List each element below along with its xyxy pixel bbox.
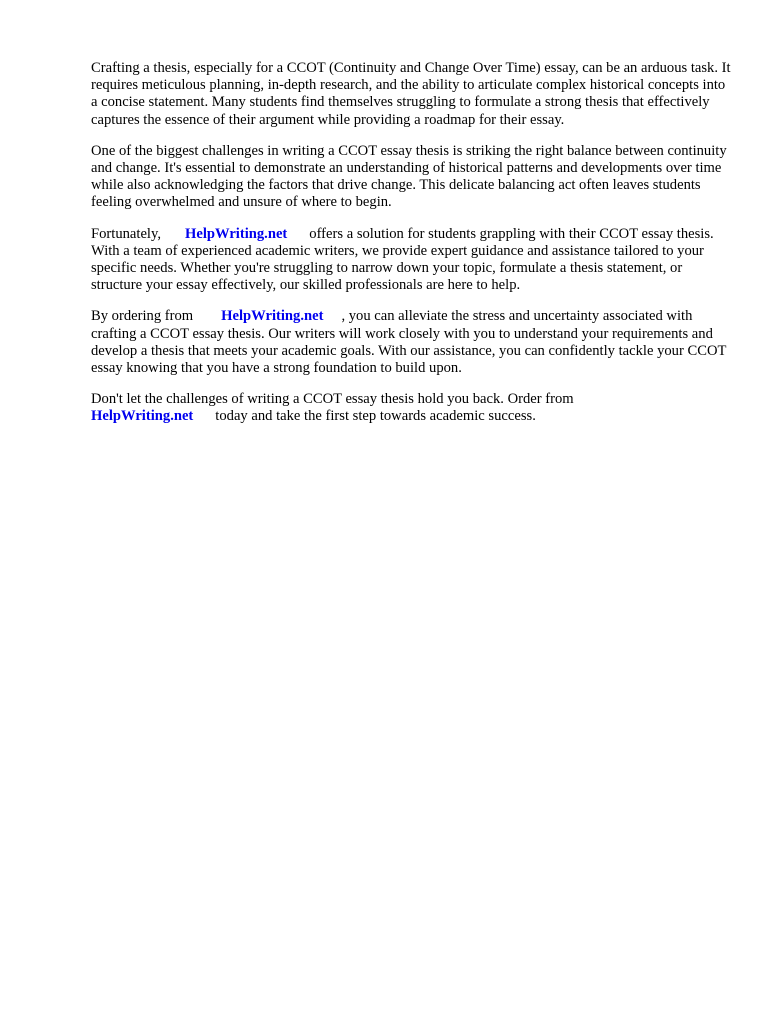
paragraph-ordering-before: By ordering from	[91, 308, 194, 325]
paragraph-intro: Crafting a thesis, especially for a CCOT (Continuity and Change Over Time) essay, can be an arduous task. It requires meticulous planning, in-depth research, and the ability to articulate complex historical concepts into a concise statement. Many students find themselves struggling to formulate a strong thesis that effectively captures the essence of their argument while providing a roadmap for their essay.	[91, 60, 731, 128]
paragraph-closing-before: Don't let the challenges of writing a CCOT essay thesis hold you back. Order from	[91, 391, 574, 408]
helpwriting-link-3[interactable]: HelpWriting.net	[91, 408, 194, 425]
paragraph-closing-after: today and take the first step towards academic success.	[215, 408, 536, 425]
paragraph-solution	[91, 226, 731, 295]
paragraph-ordering-after: , you can alleviate the stress and uncertainty associated with crafting a CCOT essay thesis. Our writers will work closely with you to understand your requirements and develop a thesis that meets your academic goals. With our assistance, you can confidently tackle your CCOT essay knowing that you have a strong foundation to build upon.	[91, 308, 727, 377]
paragraph-solution-after: offers a solution for students grappling with their CCOT essay thesis. With a team of experienced academic writers, we provide expert guidance and assistance tailored to your specific needs. Whether you're struggling to narrow down your topic, formulate a thesis statement, or structure your essay effectively, our skilled professionals are here to help.	[91, 225, 714, 294]
paragraph-closing	[91, 391, 731, 425]
paragraph-challenges: One of the biggest challenges in writing a CCOT essay thesis is striking the right balance between continuity and change. It's essential to demonstrate an understanding of historical patterns and developments over time while also acknowledging the factors that drive change. This delicate balancing act often leaves students feeling overwhelmed and unsure of where to begin.	[91, 142, 727, 211]
paragraph-solution-before: Fortunately,	[91, 225, 161, 242]
document-page	[91, 60, 731, 440]
helpwriting-link-2[interactable]: HelpWriting.net	[221, 308, 324, 325]
helpwriting-link-1[interactable]: HelpWriting.net	[184, 225, 288, 242]
paragraph-ordering	[91, 308, 731, 377]
